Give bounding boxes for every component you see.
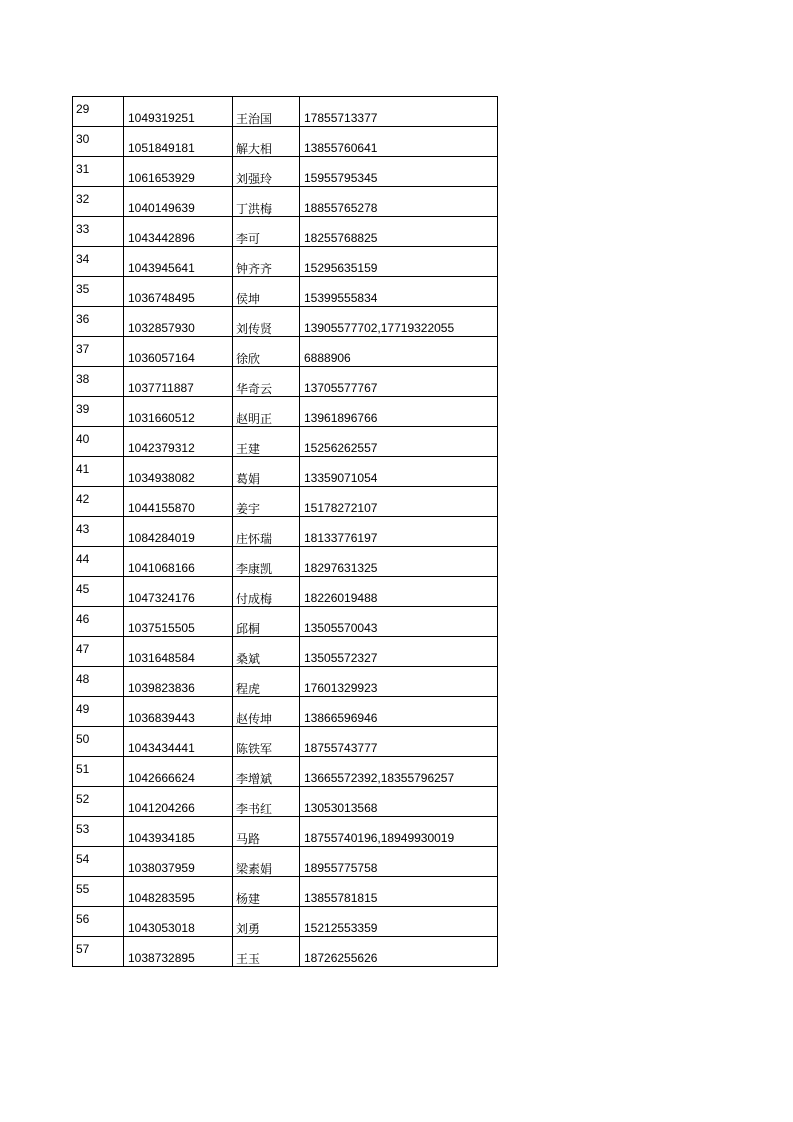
id-number-cell — [124, 427, 233, 457]
phone-number-cell — [300, 487, 498, 517]
row-number-text: 36 — [76, 312, 90, 326]
row-number-cell — [73, 787, 124, 817]
phone-number-cell — [300, 277, 498, 307]
phone-number-text: 18297631325 — [304, 561, 378, 575]
person-name-cell — [233, 337, 300, 367]
person-name-cell — [233, 907, 300, 937]
id-number-cell — [124, 157, 233, 187]
table-row — [73, 757, 498, 787]
phone-number-text: 6888906 — [304, 351, 351, 365]
table-row — [73, 637, 498, 667]
person-name-cell — [233, 577, 300, 607]
phone-number-cell — [300, 97, 498, 127]
person-name-text: 陈铁军 — [236, 742, 273, 756]
person-name-cell — [233, 817, 300, 847]
phone-number-cell — [300, 937, 498, 967]
row-number-text: 38 — [76, 372, 90, 386]
id-number-text: 1042379312 — [128, 441, 195, 455]
person-name-text: 李书红 — [236, 802, 273, 816]
phone-number-text: 13855781815 — [304, 891, 378, 905]
phone-number-text: 18755743777 — [304, 741, 378, 755]
table-row — [73, 487, 498, 517]
person-name-cell — [233, 127, 300, 157]
table-row — [73, 97, 498, 127]
id-number-text: 1031648584 — [128, 651, 195, 665]
table-row — [73, 667, 498, 697]
row-number-text: 42 — [76, 492, 90, 506]
id-number-cell — [124, 397, 233, 427]
row-number-cell — [73, 877, 124, 907]
person-name-cell — [233, 307, 300, 337]
person-name-text: 程虎 — [236, 682, 261, 696]
row-number-text: 51 — [76, 762, 90, 776]
phone-number-cell — [300, 637, 498, 667]
person-name-text: 姜宇 — [236, 502, 261, 516]
phone-number-text: 15399555834 — [304, 291, 378, 305]
id-number-cell — [124, 757, 233, 787]
row-number-cell — [73, 157, 124, 187]
row-number-cell — [73, 727, 124, 757]
phone-number-cell — [300, 787, 498, 817]
person-name-text: 付成梅 — [236, 592, 273, 606]
row-number-cell — [73, 337, 124, 367]
phone-number-cell — [300, 727, 498, 757]
phone-number-text: 15955795345 — [304, 171, 378, 185]
person-name-text: 李康凯 — [236, 562, 273, 576]
phone-number-text: 18226019488 — [304, 591, 378, 605]
person-name-text: 刘强玲 — [236, 172, 273, 186]
person-name-cell — [233, 697, 300, 727]
row-number-text: 57 — [76, 942, 90, 956]
person-name-cell — [233, 157, 300, 187]
id-number-cell — [124, 547, 233, 577]
row-number-cell — [73, 757, 124, 787]
id-number-text: 1042666624 — [128, 771, 195, 785]
table-body — [73, 97, 498, 967]
phone-number-text: 15295635159 — [304, 261, 378, 275]
id-number-text: 1044155870 — [128, 501, 195, 515]
phone-number-text: 13359071054 — [304, 471, 378, 485]
row-number-cell — [73, 937, 124, 967]
person-name-cell — [233, 217, 300, 247]
row-number-cell — [73, 457, 124, 487]
row-number-cell — [73, 547, 124, 577]
person-name-cell — [233, 97, 300, 127]
row-number-text: 41 — [76, 462, 90, 476]
row-number-text: 45 — [76, 582, 90, 596]
id-number-cell — [124, 877, 233, 907]
row-number-text: 50 — [76, 732, 90, 746]
phone-number-text: 13053013568 — [304, 801, 378, 815]
phone-number-cell — [300, 397, 498, 427]
table-row — [73, 727, 498, 757]
person-name-cell — [233, 547, 300, 577]
table-row — [73, 817, 498, 847]
row-number-cell — [73, 187, 124, 217]
person-name-cell — [233, 457, 300, 487]
phone-number-cell — [300, 667, 498, 697]
id-number-text: 1051849181 — [128, 141, 195, 155]
id-number-cell — [124, 307, 233, 337]
row-number-text: 56 — [76, 912, 90, 926]
contact-table — [72, 96, 498, 967]
id-number-cell — [124, 727, 233, 757]
row-number-cell — [73, 427, 124, 457]
person-name-text: 葛娟 — [236, 472, 261, 486]
id-number-text: 1043053018 — [128, 921, 195, 935]
person-name-text: 解大相 — [236, 142, 273, 156]
row-number-cell — [73, 667, 124, 697]
phone-number-text: 13505570043 — [304, 621, 378, 635]
person-name-cell — [233, 937, 300, 967]
person-name-text: 赵明正 — [236, 412, 273, 426]
id-number-text: 1036839443 — [128, 711, 195, 725]
phone-number-cell — [300, 187, 498, 217]
table-row — [73, 577, 498, 607]
id-number-cell — [124, 247, 233, 277]
phone-number-text: 13705577767 — [304, 381, 378, 395]
person-name-text: 桑斌 — [236, 652, 261, 666]
table-row — [73, 157, 498, 187]
row-number-cell — [73, 577, 124, 607]
row-number-cell — [73, 697, 124, 727]
id-number-cell — [124, 637, 233, 667]
person-name-text: 赵传坤 — [236, 712, 273, 726]
id-number-text: 1037515505 — [128, 621, 195, 635]
row-number-text: 37 — [76, 342, 90, 356]
phone-number-cell — [300, 577, 498, 607]
row-number-cell — [73, 367, 124, 397]
table-row — [73, 307, 498, 337]
person-name-text: 杨建 — [236, 892, 261, 906]
table-row — [73, 127, 498, 157]
person-name-text: 王玉 — [236, 952, 261, 966]
phone-number-cell — [300, 307, 498, 337]
phone-number-cell — [300, 547, 498, 577]
row-number-text: 35 — [76, 282, 90, 296]
person-name-cell — [233, 877, 300, 907]
row-number-text: 30 — [76, 132, 90, 146]
id-number-text: 1061653929 — [128, 171, 195, 185]
phone-number-cell — [300, 817, 498, 847]
id-number-cell — [124, 847, 233, 877]
id-number-text: 1036748495 — [128, 291, 195, 305]
row-number-text: 46 — [76, 612, 90, 626]
person-name-text: 李可 — [236, 232, 261, 246]
id-number-cell — [124, 697, 233, 727]
id-number-text: 1031660512 — [128, 411, 195, 425]
phone-number-cell — [300, 847, 498, 877]
table-row — [73, 367, 498, 397]
person-name-text: 侯坤 — [236, 292, 261, 306]
row-number-cell — [73, 517, 124, 547]
person-name-cell — [233, 607, 300, 637]
table-row — [73, 937, 498, 967]
id-number-text: 1049319251 — [128, 111, 195, 125]
table-row — [73, 457, 498, 487]
id-number-cell — [124, 487, 233, 517]
person-name-text: 王治国 — [236, 112, 273, 126]
row-number-text: 44 — [76, 552, 90, 566]
row-number-text: 54 — [76, 852, 90, 866]
id-number-cell — [124, 97, 233, 127]
phone-number-cell — [300, 157, 498, 187]
row-number-text: 55 — [76, 882, 90, 896]
person-name-cell — [233, 397, 300, 427]
id-number-cell — [124, 337, 233, 367]
row-number-cell — [73, 217, 124, 247]
phone-number-text: 17855713377 — [304, 111, 378, 125]
person-name-cell — [233, 277, 300, 307]
table-row — [73, 187, 498, 217]
id-number-cell — [124, 937, 233, 967]
phone-number-text: 15256262557 — [304, 441, 378, 455]
id-number-text: 1041068166 — [128, 561, 195, 575]
person-name-text: 刘传贤 — [236, 322, 273, 336]
phone-number-cell — [300, 517, 498, 547]
id-number-text: 1034938082 — [128, 471, 195, 485]
phone-number-cell — [300, 337, 498, 367]
table-row — [73, 547, 498, 577]
row-number-cell — [73, 637, 124, 667]
id-number-cell — [124, 607, 233, 637]
person-name-cell — [233, 727, 300, 757]
phone-number-text: 13866596946 — [304, 711, 378, 725]
table-row — [73, 787, 498, 817]
row-number-text: 40 — [76, 432, 90, 446]
person-name-text: 钟齐齐 — [236, 262, 273, 276]
id-number-text: 1084284019 — [128, 531, 195, 545]
table-row — [73, 397, 498, 427]
phone-number-cell — [300, 457, 498, 487]
table-row — [73, 907, 498, 937]
row-number-text: 52 — [76, 792, 90, 806]
row-number-cell — [73, 397, 124, 427]
person-name-text: 徐欣 — [236, 352, 261, 366]
row-number-text: 33 — [76, 222, 90, 236]
table-row — [73, 847, 498, 877]
row-number-text: 32 — [76, 192, 90, 206]
row-number-cell — [73, 307, 124, 337]
row-number-text: 47 — [76, 642, 90, 656]
row-number-cell — [73, 487, 124, 517]
row-number-text: 29 — [76, 102, 90, 116]
id-number-cell — [124, 817, 233, 847]
phone-number-cell — [300, 127, 498, 157]
id-number-text: 1048283595 — [128, 891, 195, 905]
id-number-cell — [124, 517, 233, 547]
row-number-cell — [73, 127, 124, 157]
table-row — [73, 697, 498, 727]
phone-number-cell — [300, 427, 498, 457]
row-number-text: 48 — [76, 672, 90, 686]
row-number-cell — [73, 607, 124, 637]
table-row — [73, 337, 498, 367]
phone-number-text: 13855760641 — [304, 141, 378, 155]
id-number-text: 1047324176 — [128, 591, 195, 605]
row-number-text: 43 — [76, 522, 90, 536]
phone-number-text: 15178272107 — [304, 501, 378, 515]
phone-number-cell — [300, 877, 498, 907]
person-name-cell — [233, 367, 300, 397]
id-number-cell — [124, 367, 233, 397]
phone-number-text: 15212553359 — [304, 921, 378, 935]
row-number-cell — [73, 277, 124, 307]
id-number-text: 1043934185 — [128, 831, 195, 845]
id-number-text: 1038037959 — [128, 861, 195, 875]
id-number-text: 1038732895 — [128, 951, 195, 965]
phone-number-cell — [300, 757, 498, 787]
person-name-text: 丁洪梅 — [236, 202, 273, 216]
person-name-text: 华奇云 — [236, 382, 273, 396]
person-name-text: 王建 — [236, 442, 261, 456]
person-name-cell — [233, 787, 300, 817]
phone-number-cell — [300, 697, 498, 727]
id-number-text: 1036057164 — [128, 351, 195, 365]
row-number-text: 31 — [76, 162, 90, 176]
person-name-cell — [233, 487, 300, 517]
phone-number-text: 13961896766 — [304, 411, 378, 425]
phone-number-text: 18755740196,18949930019 — [304, 831, 455, 845]
phone-number-cell — [300, 247, 498, 277]
person-name-cell — [233, 757, 300, 787]
id-number-text: 1037711887 — [128, 381, 194, 395]
row-number-text: 53 — [76, 822, 90, 836]
row-number-cell — [73, 247, 124, 277]
id-number-text: 1041204266 — [128, 801, 195, 815]
row-number-text: 34 — [76, 252, 90, 266]
phone-number-text: 17601329923 — [304, 681, 378, 695]
id-number-cell — [124, 277, 233, 307]
phone-number-text: 18255768825 — [304, 231, 378, 245]
row-number-cell — [73, 907, 124, 937]
person-name-text: 庄怀瑞 — [236, 532, 273, 546]
id-number-text: 1040149639 — [128, 201, 195, 215]
row-number-cell — [73, 817, 124, 847]
row-number-text: 49 — [76, 702, 90, 716]
id-number-cell — [124, 187, 233, 217]
person-name-text: 梁素娟 — [236, 862, 273, 876]
table-row — [73, 607, 498, 637]
id-number-cell — [124, 457, 233, 487]
phone-number-cell — [300, 907, 498, 937]
table-row — [73, 217, 498, 247]
person-name-cell — [233, 847, 300, 877]
phone-number-text: 13665572392,18355796257 — [304, 771, 455, 785]
phone-number-text: 13505572327 — [304, 651, 378, 665]
phone-number-cell — [300, 607, 498, 637]
phone-number-cell — [300, 367, 498, 397]
id-number-cell — [124, 127, 233, 157]
person-name-cell — [233, 517, 300, 547]
person-name-cell — [233, 247, 300, 277]
table-row — [73, 517, 498, 547]
phone-number-text: 18726255626 — [304, 951, 378, 965]
person-name-text: 刘勇 — [236, 922, 261, 936]
table-row — [73, 247, 498, 277]
id-number-cell — [124, 907, 233, 937]
row-number-cell — [73, 97, 124, 127]
id-number-cell — [124, 667, 233, 697]
id-number-text: 1039823836 — [128, 681, 195, 695]
phone-number-text: 18855765278 — [304, 201, 378, 215]
row-number-text: 39 — [76, 402, 90, 416]
person-name-cell — [233, 667, 300, 697]
id-number-text: 1043434441 — [128, 741, 195, 755]
table-row — [73, 877, 498, 907]
person-name-cell — [233, 187, 300, 217]
table-row — [73, 427, 498, 457]
row-number-cell — [73, 847, 124, 877]
id-number-text: 1043945641 — [128, 261, 195, 275]
id-number-cell — [124, 787, 233, 817]
person-name-cell — [233, 637, 300, 667]
id-number-text: 1043442896 — [128, 231, 195, 245]
id-number-cell — [124, 217, 233, 247]
person-name-text: 邱桐 — [236, 622, 261, 636]
id-number-cell — [124, 577, 233, 607]
id-number-text: 1032857930 — [128, 321, 195, 335]
phone-number-text: 13905577702,17719322055 — [304, 321, 455, 335]
table-row — [73, 277, 498, 307]
phone-number-cell — [300, 217, 498, 247]
person-name-text: 李增斌 — [236, 772, 273, 786]
phone-number-text: 18955775758 — [304, 861, 378, 875]
person-name-cell — [233, 427, 300, 457]
person-name-text: 马路 — [236, 832, 261, 846]
phone-number-text: 18133776197 — [304, 531, 378, 545]
